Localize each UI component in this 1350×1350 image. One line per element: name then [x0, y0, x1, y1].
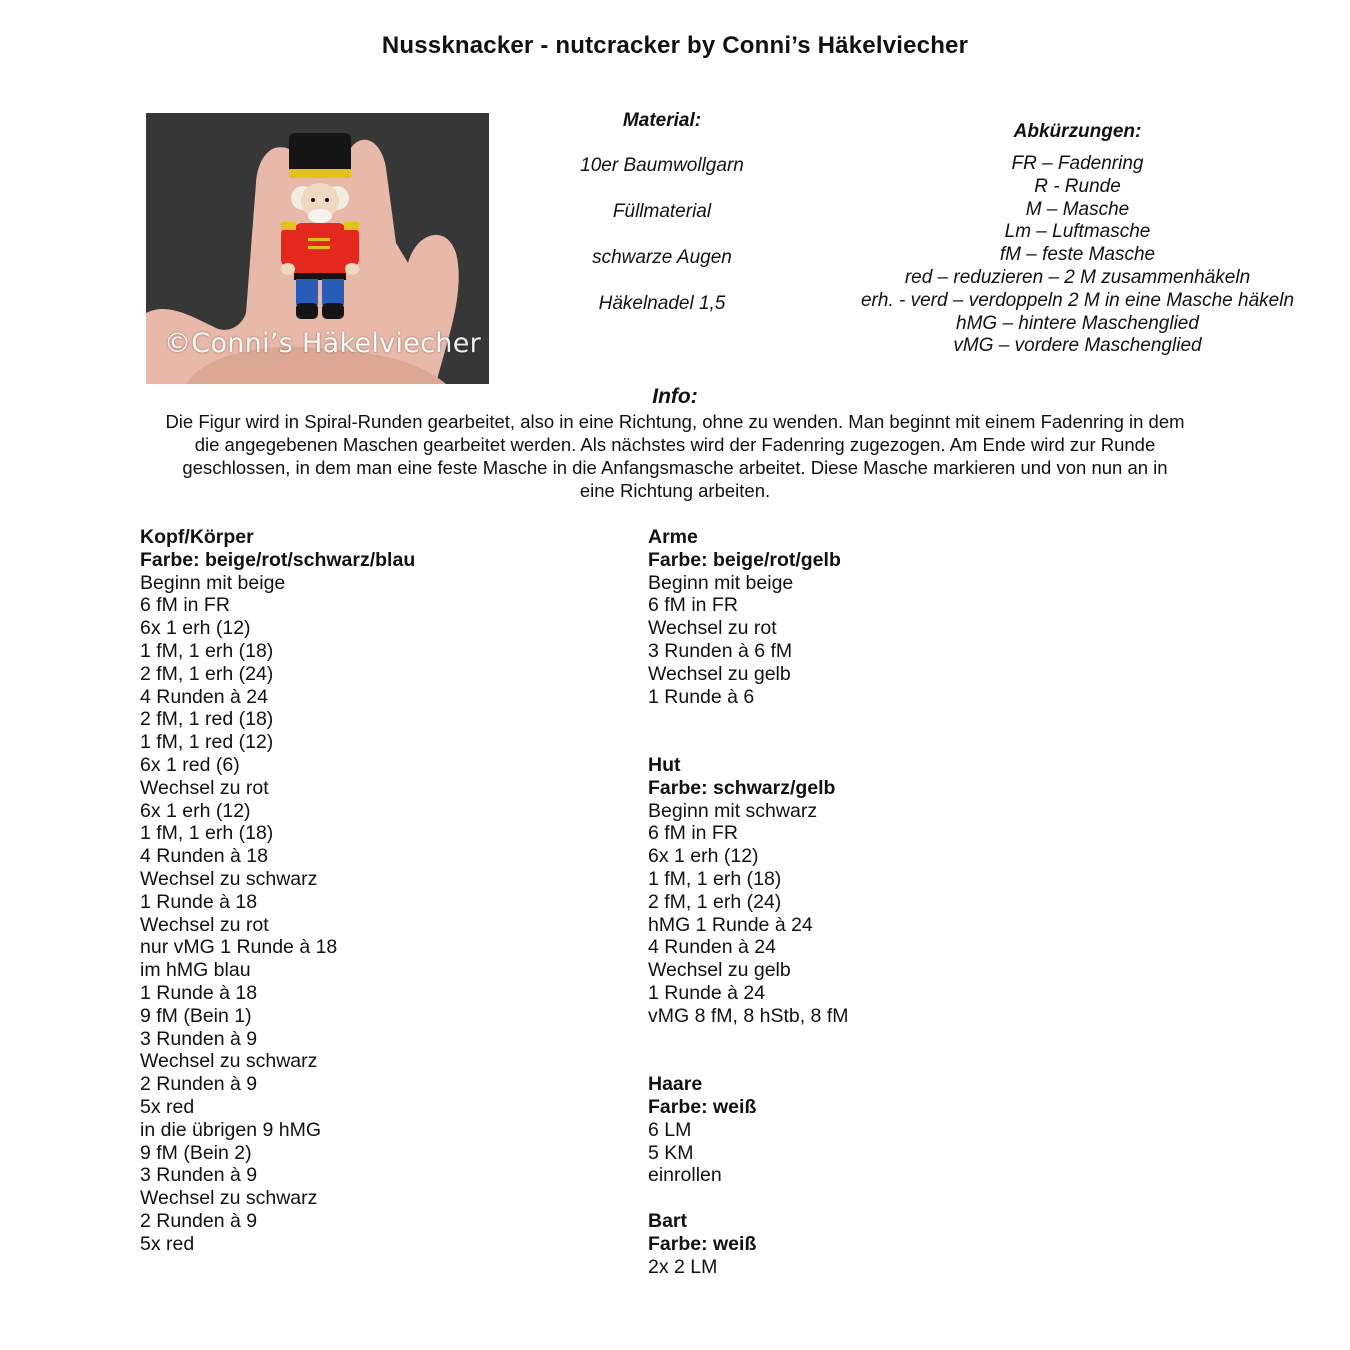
step-line: Wechsel zu rot	[140, 913, 269, 936]
section-title: Bart	[648, 1209, 688, 1232]
step-list	[648, 1256, 848, 1279]
material-item: 10er Baumwollgarn	[580, 155, 744, 176]
step-list	[140, 572, 415, 1256]
abbreviation-item: M – Masche	[1025, 198, 1130, 220]
step-list	[648, 572, 848, 709]
step-line: Wechsel zu schwarz	[140, 1187, 318, 1210]
material-block	[552, 110, 772, 338]
step-line: 6 fM in FR	[648, 594, 738, 617]
section-color: Farbe: beige/rot/gelb	[648, 548, 841, 571]
info-line: Die Figur wird in Spiral-Runden gearbeitet, also in eine Richtung, ohne zu wenden. Man beginnt mit einem Fadenring in dem	[165, 411, 1185, 432]
abbreviation-item: erh. - verd – verdoppeln 2 M in eine Masche häkeln	[860, 289, 1295, 311]
section-hut	[648, 754, 848, 1028]
photo-watermark: ©Conni’s Häkelviecher	[164, 328, 482, 359]
section-color: Farbe: weiß	[648, 1095, 757, 1118]
step-line: vMG 8 fM, 8 hStb, 8 fM	[648, 1004, 849, 1027]
step-line: 2 Runden à 9	[140, 1209, 258, 1232]
section-arme	[648, 526, 848, 708]
step-line: 1 fM, 1 erh (18)	[140, 639, 274, 662]
abbreviation-item: red – reduzieren – 2 M zusammenhäkeln	[904, 266, 1251, 288]
step-line: 1 Runde à 6	[648, 685, 755, 708]
material-item: schwarze Augen	[592, 247, 732, 268]
abbreviations-block	[830, 121, 1325, 358]
section-haare	[648, 1073, 848, 1187]
nutcracker-photo	[146, 113, 489, 384]
section-bart	[648, 1210, 848, 1278]
step-line: Wechsel zu schwarz	[140, 867, 318, 890]
section-title: Kopf/Körper	[140, 526, 254, 548]
section-color: Farbe: weiß	[648, 1232, 757, 1255]
material-heading: Material:	[622, 110, 702, 131]
step-line: 1 Runde à 18	[140, 981, 258, 1004]
section-title: Hut	[648, 753, 681, 776]
abbreviation-item: Lm – Luftmasche	[1004, 221, 1151, 243]
step-line: 3 Runden à 9	[140, 1027, 258, 1050]
info-paragraph	[120, 410, 1230, 502]
step-line: Beginn mit schwarz	[648, 799, 818, 822]
section-title: Arme	[648, 526, 698, 548]
step-line: 6 LM	[648, 1118, 692, 1141]
info-line: geschlossen, in dem man eine feste Masche in die Anfangsmasche arbeitet. Diese Masche markieren und von nun an in	[182, 457, 1168, 478]
step-line: 6x 1 erh (12)	[140, 617, 251, 640]
abbreviation-item: R - Runde	[1034, 175, 1121, 197]
info-line: die angegebenen Maschen gearbeitet werden. Als nächstes wird der Fadenring zugezogen. Am Ende wird zur Runde	[194, 434, 1156, 455]
abbreviation-item: hMG – hintere Maschenglied	[956, 312, 1199, 334]
abbreviation-item: FR – Fadenring	[1011, 153, 1144, 174]
step-line: im hMG blau	[140, 959, 251, 982]
step-line: Wechsel zu gelb	[648, 959, 791, 982]
step-line: 3 Runden à 9	[140, 1164, 258, 1187]
page-title: Nussknacker - nutcracker by Conni’s Häkelviecher	[381, 32, 969, 59]
step-line: 1 fM, 1 erh (18)	[648, 867, 782, 890]
step-line: 6x 1 erh (12)	[140, 799, 251, 822]
step-line: 5x red	[140, 1095, 195, 1118]
right-column	[648, 526, 848, 1278]
step-line: 6 fM in FR	[140, 594, 230, 617]
step-line: 3 Runden à 6 fM	[648, 639, 793, 662]
step-line: 6x 1 red (6)	[140, 753, 240, 776]
info-line: eine Richtung arbeiten.	[579, 480, 771, 501]
step-line: Wechsel zu rot	[648, 617, 777, 640]
step-line: 6x 1 erh (12)	[648, 845, 759, 868]
step-line: 9 fM (Bein 1)	[140, 1004, 252, 1027]
step-line: 6 fM in FR	[648, 822, 738, 845]
step-line: in die übrigen 9 hMG	[140, 1118, 322, 1141]
section-title: Haare	[648, 1073, 703, 1096]
step-line: Wechsel zu rot	[140, 776, 269, 799]
step-line: Beginn mit beige	[140, 571, 286, 594]
step-line: 9 fM (Bein 2)	[140, 1141, 252, 1164]
step-line: einrollen	[648, 1164, 722, 1187]
step-line: 2 fM, 1 erh (24)	[648, 890, 782, 913]
step-line: 4 Runden à 24	[648, 936, 776, 959]
abbreviations-heading: Abkürzungen:	[1013, 121, 1142, 142]
step-line: 1 fM, 1 red (12)	[140, 731, 274, 754]
section-color: Farbe: schwarz/gelb	[648, 776, 836, 799]
step-line: 4 Runden à 18	[140, 845, 268, 868]
step-line: Wechsel zu gelb	[648, 662, 791, 685]
step-line: Beginn mit beige	[648, 571, 794, 594]
section-color: Farbe: beige/rot/schwarz/blau	[140, 548, 416, 571]
step-list	[648, 800, 848, 1028]
step-line: 2 Runden à 9	[140, 1073, 258, 1096]
step-line: 5x red	[140, 1232, 195, 1255]
abbreviation-item: fM – feste Masche	[999, 244, 1156, 266]
step-line: 2x 2 LM	[648, 1255, 718, 1278]
step-line: 1 Runde à 24	[648, 981, 766, 1004]
step-line: hMG 1 Runde à 24	[648, 913, 813, 936]
step-line: 1 fM, 1 erh (18)	[140, 822, 274, 845]
step-line: 2 fM, 1 red (18)	[140, 708, 274, 731]
abbreviation-item: vMG – vordere Maschenglied	[953, 335, 1202, 357]
step-line: 1 Runde à 18	[140, 890, 258, 913]
step-line: nur vMG 1 Runde à 18	[140, 936, 338, 959]
step-line: 5 KM	[648, 1141, 694, 1164]
step-list	[648, 1119, 848, 1187]
step-line: 4 Runden à 24	[140, 685, 268, 708]
section-kopf	[140, 526, 415, 1256]
material-item: Häkelnadel 1,5	[598, 293, 726, 314]
step-line: 2 fM, 1 erh (24)	[140, 662, 274, 685]
material-item: Füllmaterial	[612, 201, 712, 222]
step-line: Wechsel zu schwarz	[140, 1050, 318, 1073]
info-heading: Info:	[652, 385, 698, 408]
